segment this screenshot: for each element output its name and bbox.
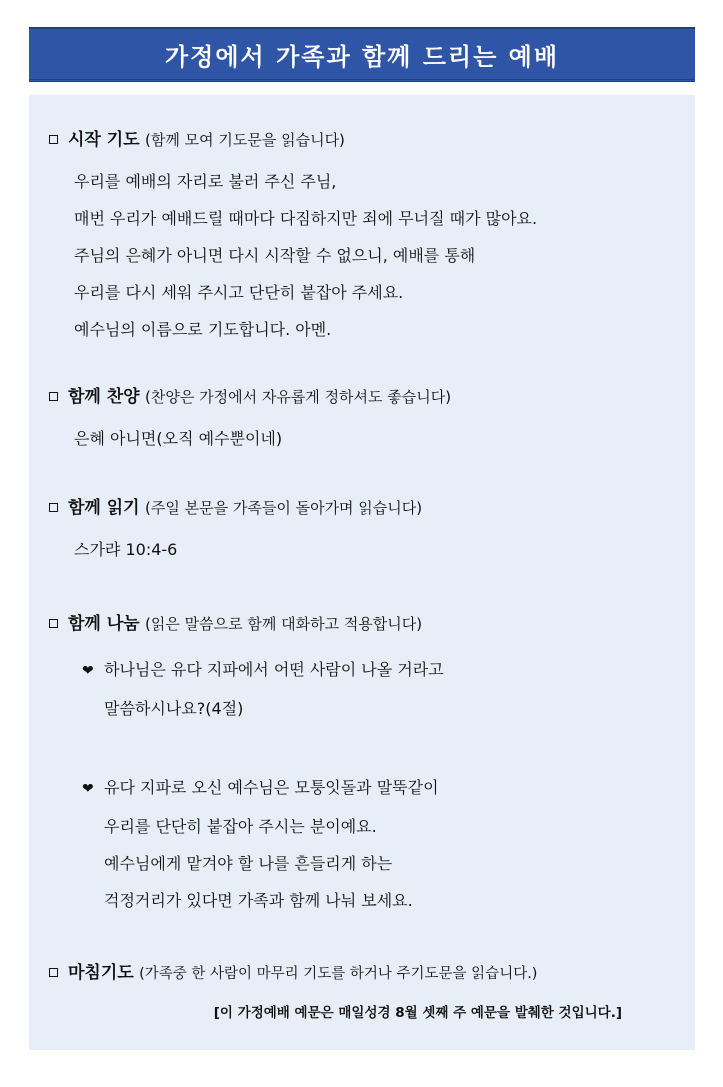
text-line: 하나님은 유다 지파에서 어떤 사람이 나올 거라고 — [104, 660, 444, 679]
section-opening-prayer — [49, 129, 679, 348]
text-line: 매번 우리가 예배드릴 때마다 다짐하지만 죄에 무너질 때가 많아요. — [74, 209, 538, 228]
heart-icon: ❤ — [82, 781, 94, 797]
section-reading — [49, 497, 679, 568]
text-line: 말씀하시나요?(4절) — [104, 699, 244, 718]
section-note: (가족중 한 사람이 마무리 기도를 하거나 주기도문을 읽습니다.) — [139, 966, 538, 982]
source-footnote: [이 가정예배 예문은 매일성경 8월 셋째 주 예문을 발췌한 것입니다.] — [213, 1005, 622, 1021]
text-line: 은혜 아니면(오직 예수뿐이네) — [74, 429, 283, 448]
section-note: (읽은 말씀으로 함께 대화하고 적용합니다) — [145, 615, 423, 633]
section-heading — [49, 962, 679, 985]
text-line: 주님의 은혜가 아니면 다시 시작할 수 없으니, 예배를 통해 — [74, 246, 476, 265]
text-line: 예수님에게 맡겨야 할 나를 흔들리게 하는 — [104, 854, 393, 873]
praise-text — [74, 420, 679, 457]
square-bullet-icon — [49, 392, 58, 401]
worship-content — [29, 95, 695, 1050]
text-line-with-icon — [82, 769, 679, 808]
text-line-with-icon — [82, 651, 679, 690]
section-heading — [49, 386, 679, 408]
prayer-text — [74, 163, 679, 348]
section-sharing — [49, 613, 679, 919]
section-note: (함께 모여 기도문을 읽습니다) — [145, 131, 345, 149]
section-heading — [49, 613, 679, 635]
section-title: 함께 읽기 — [68, 498, 140, 518]
text-line: 예수님의 이름으로 기도합니다. 아멘. — [74, 320, 332, 339]
reading-text — [74, 531, 679, 568]
sharing-question — [82, 769, 679, 919]
section-closing-prayer — [49, 962, 679, 985]
section-note: (주일 본문을 가족들이 돌아가며 읽습니다) — [145, 499, 423, 517]
section-note: (찬양은 가정에서 자유롭게 정하셔도 좋습니다) — [145, 388, 452, 406]
title-bar — [29, 27, 695, 82]
text-line: 우리를 예배의 자리로 불러 주신 주님, — [74, 172, 337, 191]
square-bullet-icon — [49, 135, 58, 144]
text-line: 걱정거리가 있다면 가족과 함께 나눠 보세요. — [104, 891, 413, 910]
section-title: 마침기도 — [68, 963, 134, 983]
square-bullet-icon — [49, 968, 58, 977]
section-title: 함께 찬양 — [68, 387, 140, 407]
section-title: 시작 기도 — [68, 130, 140, 150]
text-line: 유다 지파로 오신 예수님은 모퉁잇돌과 말뚝같이 — [104, 778, 439, 797]
square-bullet-icon — [49, 619, 58, 628]
section-heading — [49, 129, 679, 151]
text-line: 우리를 단단히 붙잡아 주시는 분이예요. — [104, 817, 377, 836]
text-line: 우리를 다시 세워 주시고 단단히 붙잡아 주세요. — [74, 283, 404, 302]
heart-icon: ❤ — [82, 663, 94, 679]
page-title: 가정에서 가족과 함께 드리는 예배 — [165, 42, 559, 71]
section-title: 함께 나눔 — [68, 614, 140, 634]
sharing-question — [82, 651, 679, 727]
section-heading — [49, 497, 679, 519]
section-praise — [49, 386, 679, 457]
text-line: 스가랴 10:4-6 — [74, 540, 178, 559]
square-bullet-icon — [49, 503, 58, 512]
